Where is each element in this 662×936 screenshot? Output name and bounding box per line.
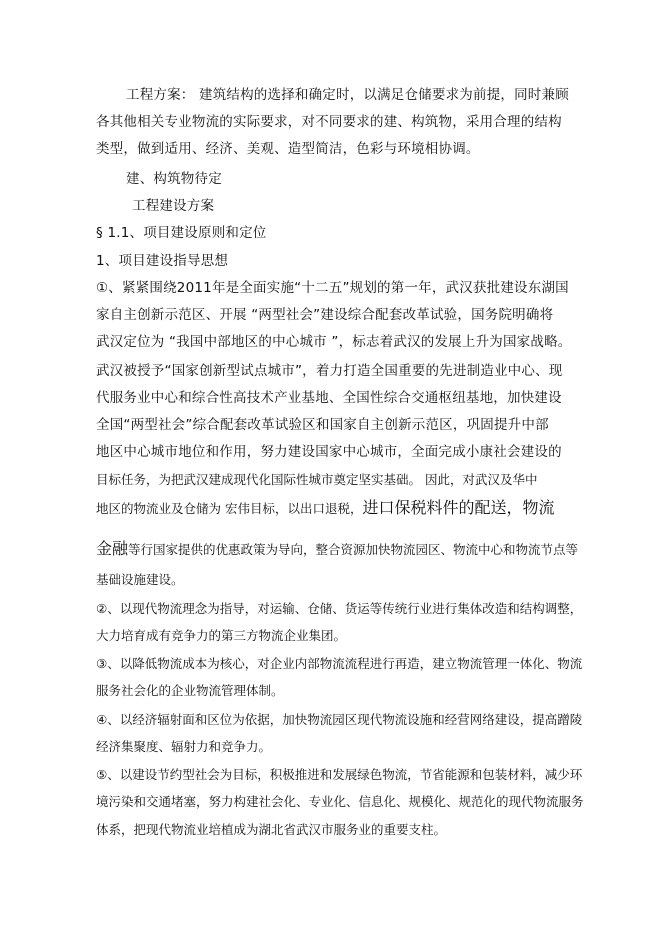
paragraph-line: 基础设施建设。 (96, 572, 184, 587)
paragraph-line (96, 540, 578, 559)
paragraph-line: 代服务业中心和综合性高技术产业基地、全国性综合交通枢纽基地，加快建设 (96, 390, 562, 406)
heading-line: 工程建设方案 (132, 198, 215, 214)
list-item: ②、以现代物流理念为指导，对运输、仓储、货运等传统行业进行集体改造和结构调整， (96, 601, 583, 616)
paragraph-line: 武汉定位为 “我国中部地区的中心城市 ”，标志着武汉的发展上升为国家战略。 (96, 334, 572, 350)
list-item-continued: 境污染和交通堵塞，努力构建社会化、专业化、信息化、规模化、规范化的现代物流服务 (96, 794, 584, 809)
text-run: 等行国家提供的优惠政策为导向，整合资源加快物流园区、物流中心和物流节点等 (128, 542, 579, 557)
paragraph-line: 全国“两型社会”综合配套改革试验区和国家自主创新示范区，巩固提升中部 (96, 417, 549, 433)
list-item-continued: 体系，把现代物流业培植成为湖北省武汉市服务业的重要支柱。 (96, 822, 447, 837)
text-run-large: 进口保税料件的配送，物流 (362, 498, 555, 517)
paragraph-line: ①、紧紧围绕2011年是全面实施“十二五”规划的第一年，武汉获批建设东湖国 (96, 280, 569, 296)
paragraph-line (96, 499, 555, 518)
list-item-continued: 经济集聚度、辐射力和竞争力。 (96, 739, 272, 754)
list-item-continued: 大力培育成有竞争力的第三方物流企业集团。 (96, 628, 347, 643)
heading-line: 建、构筑物待定 (126, 171, 222, 187)
section-heading: § 1.1、项目建设原则和定位 (96, 225, 267, 241)
paragraph-line: 各其他相关专业物流的实际要求，对不同要求的建、构筑物，采用合理的结构 (96, 114, 562, 130)
paragraph-line: 工程方案： 建筑结构的选择和确定时，以满足仓储要求为前提，同时兼顾 (126, 87, 569, 103)
text-run: 地区的物流业及仓储为 宏伟目标，以出口退税， (96, 501, 363, 516)
list-item: ③、以降低物流成本为核心，对企业内部物流流程进行再造，建立物流管理一体化、物流 (96, 656, 583, 671)
paragraph-line: 目标任务，为把武汉建成现代化国际性城市奠定坚实基础。 因此，对武汉及华中 (96, 472, 538, 487)
paragraph-line: 武汉被授予“国家创新型试点城市”，着力打造全国重要的先进制造业中心、现 (96, 363, 563, 379)
list-item-continued: 服务社会化的企业物流管理体制。 (96, 683, 284, 698)
list-item: ⑤、以建设节约型社会为目标，积极推进和发展绿色物流，节省能源和包装材料，减少环 (96, 767, 583, 782)
paragraph-line: 类型，做到适用、经济、美观、造型简洁，色彩与环境相协调。 (96, 141, 480, 157)
text-run-large: 金融 (96, 539, 129, 558)
list-item: ④、以经济辐射面和区位为依据，加快物流园区现代物流设施和经营网络建设，提高蹭陵 (96, 712, 583, 727)
paragraph-line: 家自主创新示范区、开展 “两型社会”建设综合配套改革试验，国务院明确将 (96, 307, 554, 323)
subsection-heading: 1、项目建设指导思想 (96, 253, 229, 269)
paragraph-line: 地区中心城市地位和作用，努力建设国家中心城市，全面完成小康社会建设的 (96, 444, 562, 460)
